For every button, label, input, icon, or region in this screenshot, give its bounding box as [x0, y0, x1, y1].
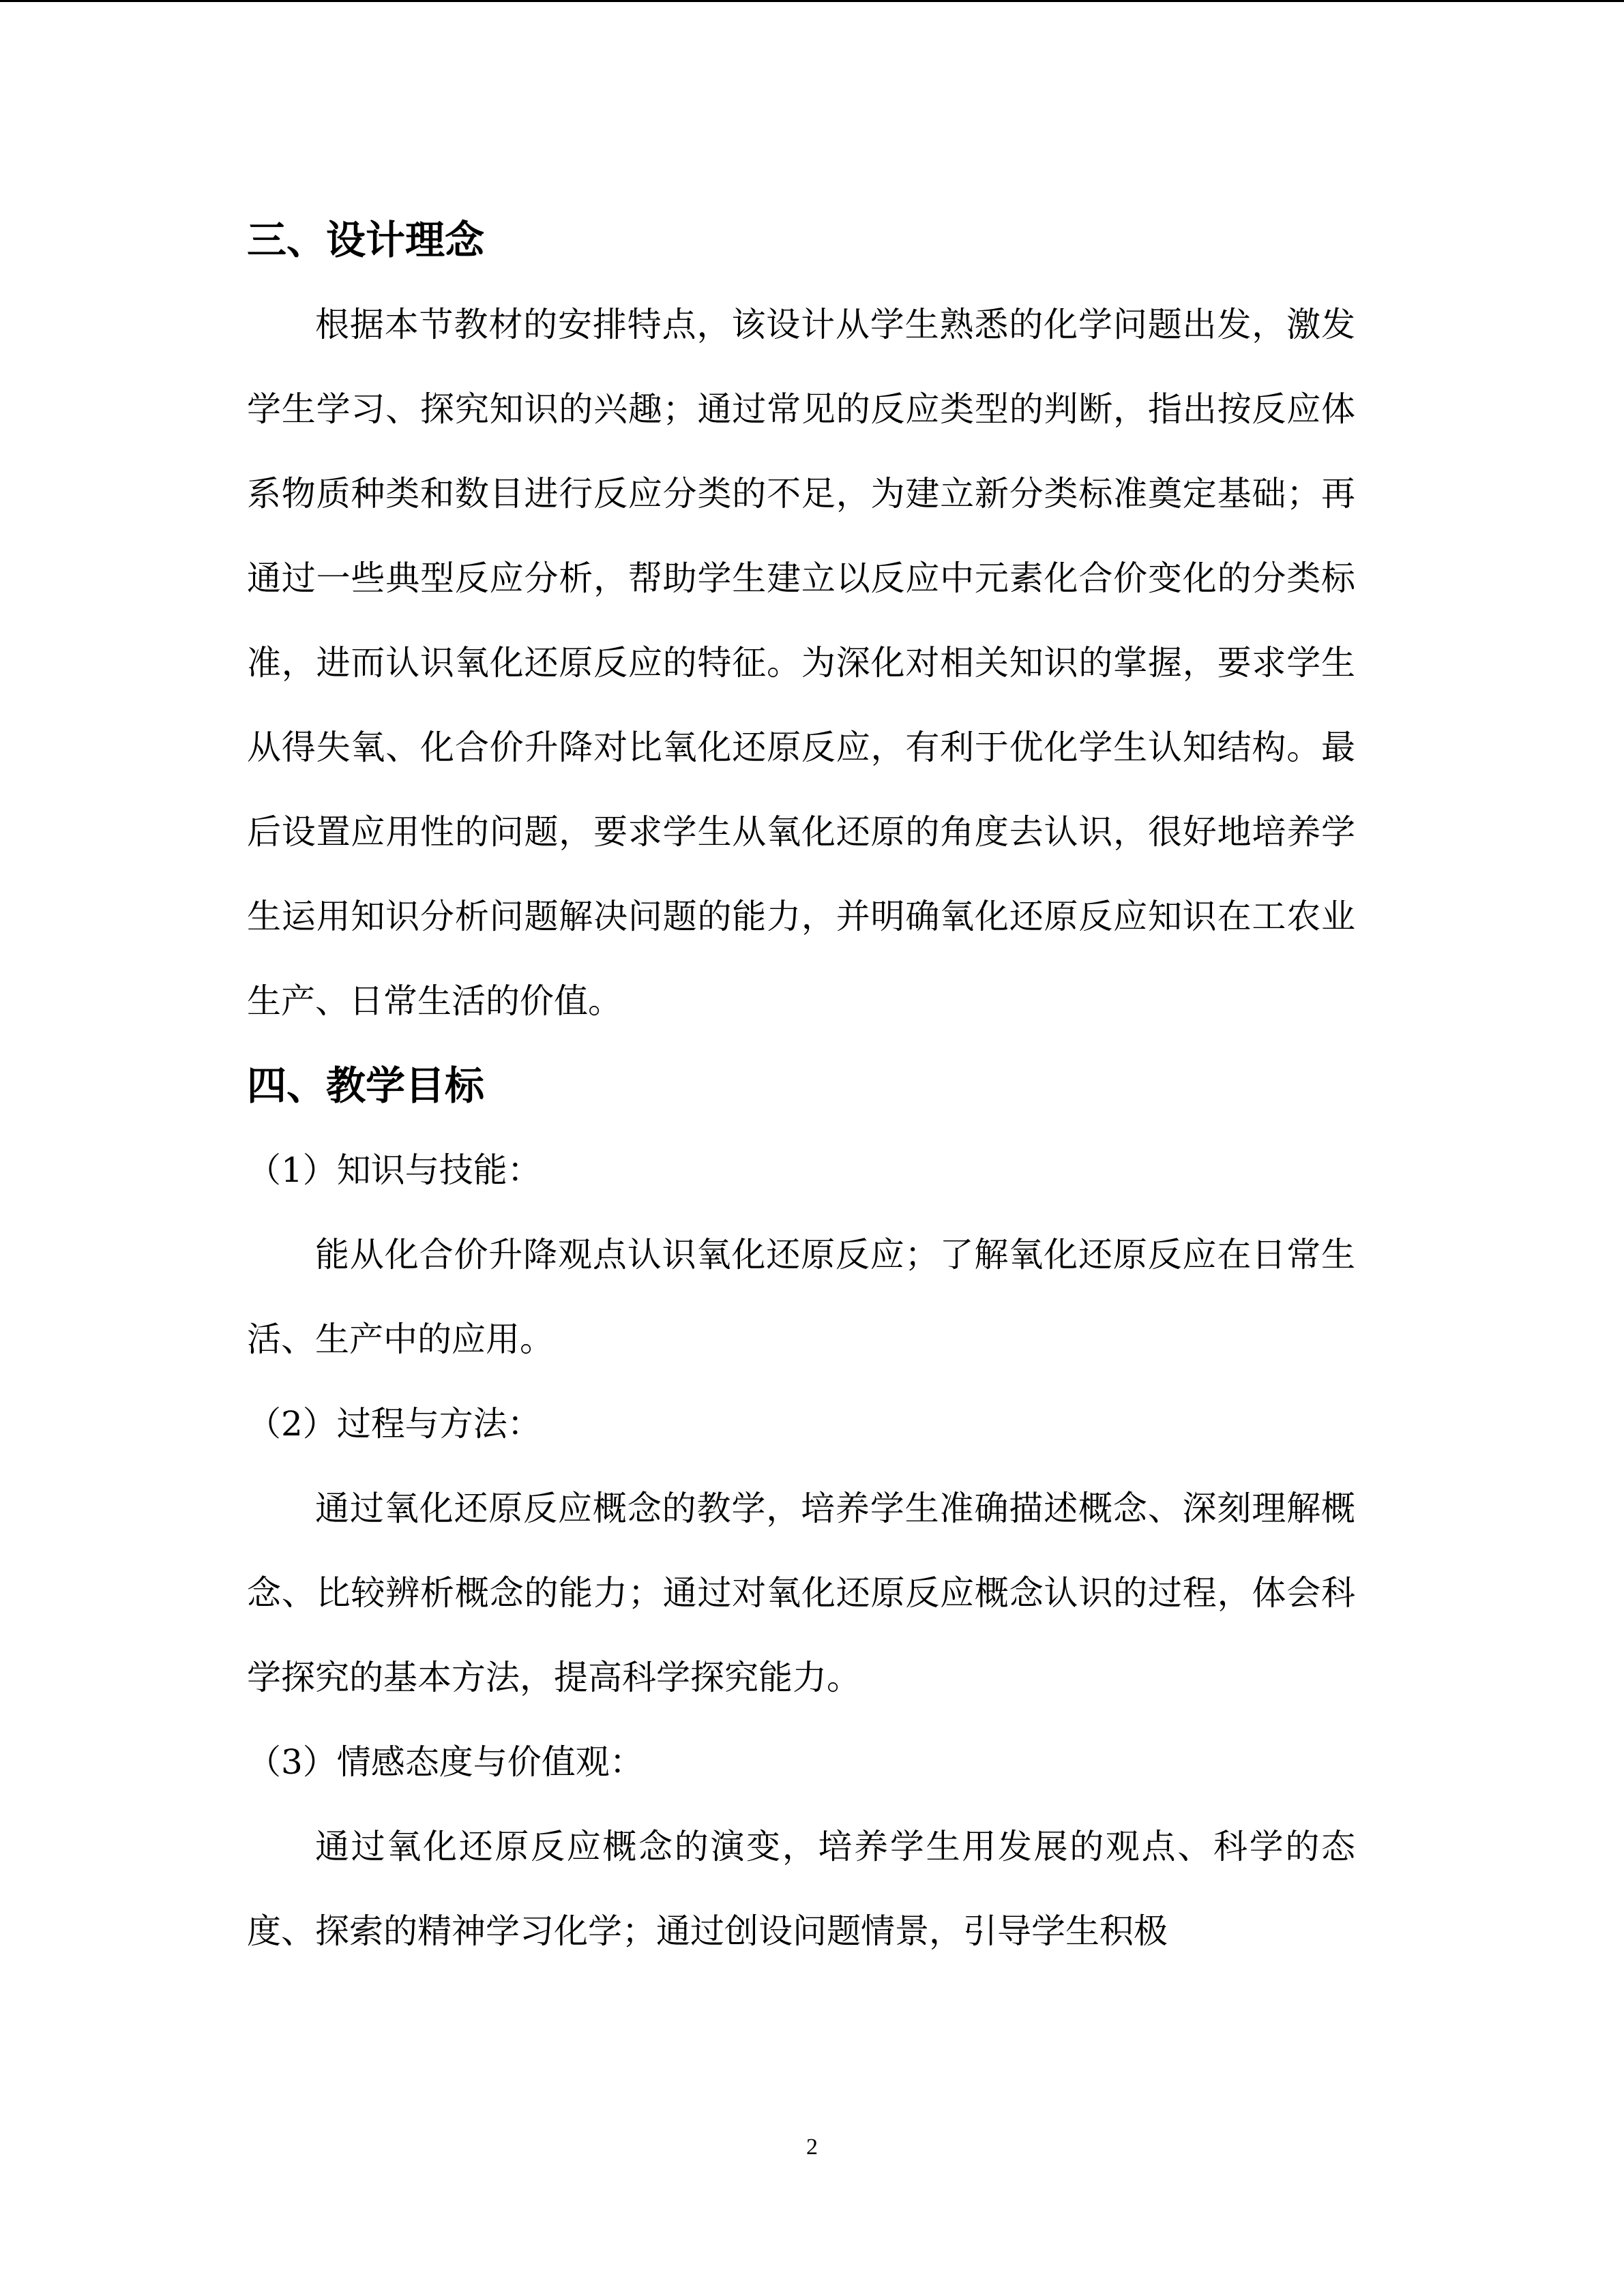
section-heading-teaching-goals: 四、教学目标 — [247, 1062, 485, 1109]
goal-attitude-values-title: （3）情感态度与价值观： — [247, 1742, 644, 1782]
goal-process-method-title: （2）过程与方法： — [247, 1404, 542, 1444]
document-body — [247, 198, 1355, 1973]
page-number: 2 — [806, 2134, 818, 2160]
goal-knowledge-skills-text: 能从化合价升降观点认识氧化还原反应；了解氧化还原反应在日常生活、生产中的应用。 — [247, 1235, 1355, 1359]
page-top-border — [0, 0, 1624, 2]
section-heading-design-concept: 三、设计理念 — [247, 217, 485, 263]
design-concept-paragraph: 根据本节教材的安排特点，该设计从学生熟悉的化学问题出发，激发学生学习、探究知识的兴趣；通过常见的反应类型的判断，指出按反应体系物质种类和数目进行反应分类的不足，为建立新分类标准奠定基础；再通过一些典型反应分析，帮助学生建立以反应中元素化合价变化的分类标准，进而认识氧化还原反应的特征。为深化对相关知识的掌握，要求学生从得失氧、化合价升降对比氧化还原反应，有利于优化学生认知结构。最后设置应用性的问题，要求学生从氧化还原的角度去认识，很好地培养学生运用知识分析问题解决问题的能力，并明确氧化还原反应知识在工农业生产、日常生活的价值。 — [247, 305, 1355, 1021]
goal-process-method-text: 通过氧化还原反应概念的教学，培养学生准确描述概念、深刻理解概念、比较辨析概念的能力；通过对氧化还原反应概念认识的过程，体会科学探究的基本方法，提高科学探究能力。 — [247, 1489, 1355, 1697]
goal-knowledge-skills-title: （1）知识与技能： — [247, 1150, 542, 1190]
goal-attitude-values-text: 通过氧化还原反应概念的演变，培养学生用发展的观点、科学的态度、探索的精神学习化学；通过创设问题情景，引导学生积极 — [247, 1827, 1355, 1951]
